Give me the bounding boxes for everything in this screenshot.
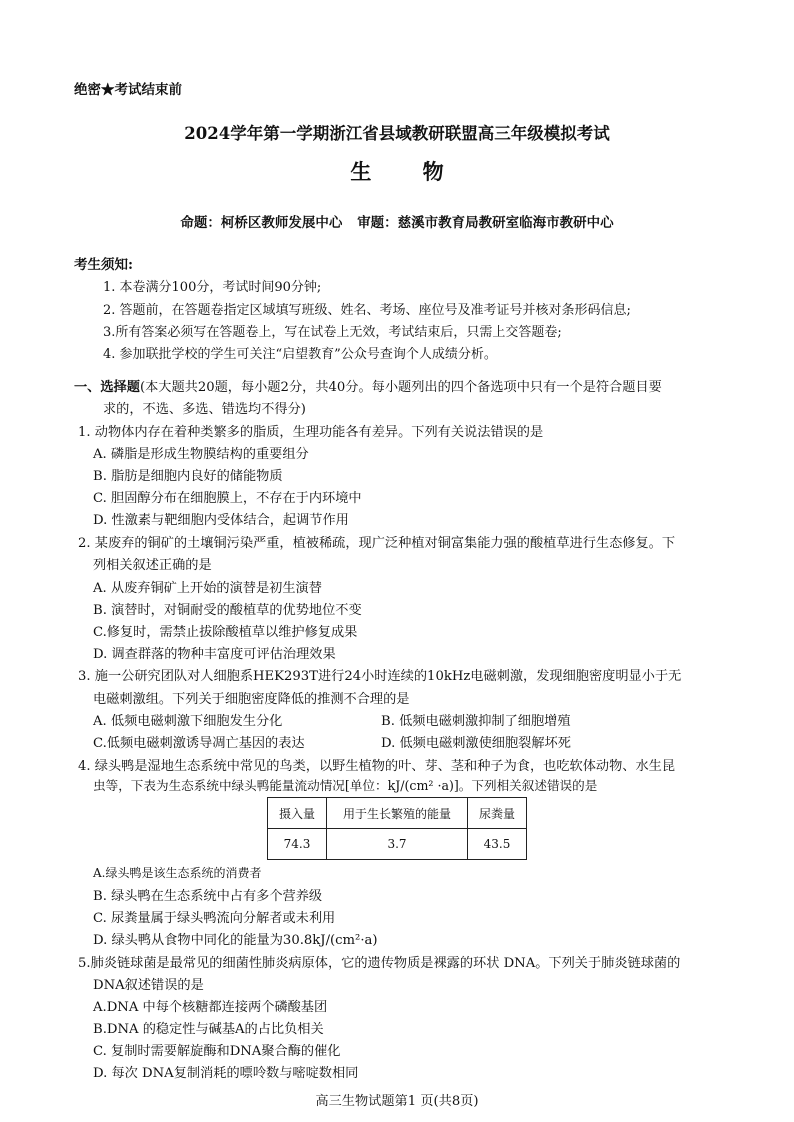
question-1-option-b: B. 脂肪是细胞内良好的储能物质 [93, 469, 283, 484]
question-5-option-c: C. 复制时需要解旋酶和DNA聚合酶的催化 [93, 1044, 341, 1059]
question-2-stem: 2. 某废弃的铜矿的土壤铜污染严重，植被稀疏，现广泛种植对铜富集能力强的酸植草进行生态修复。下 [78, 536, 676, 551]
table-header-cell: 摄入量 [268, 798, 327, 829]
subject-title: 生 物 [350, 159, 466, 184]
question-3-option-a: A. 低频电磁刺激下细胞发生分化 [93, 714, 283, 729]
secret-mark: 绝密★考试结束前 [74, 82, 182, 98]
question-3-stem-cont: 电磁刺激组。下列关于细胞密度降低的推测不合理的是 [93, 692, 410, 707]
question-5-stem-cont: DNA叙述错误的是 [93, 978, 204, 993]
page-footer: 高三生物试题第1 页(共8页) [315, 1094, 479, 1109]
question-4-stem-cont: 虫等，下表为生态系统中绿头鸭能量流动情况[单位：kJ/(cm² ·a)]。下列相关叙述错误的是 [93, 778, 598, 793]
question-1-option-c: C. 胆固醇分布在细胞膜上，不存在于内环境中 [93, 491, 362, 506]
question-2-option-a: A. 从废弃铜矿上开始的演替是初生演替 [93, 581, 322, 596]
table-cell: 3.7 [327, 829, 468, 860]
table-row [268, 829, 527, 860]
question-5-option-d: D. 每次 DNA复制消耗的嘌呤数与嘧啶数相同 [93, 1066, 359, 1081]
question-2-option-d: D. 调查群落的物种丰富度可评估治理效果 [93, 647, 336, 662]
question-4-option-b: B. 绿头鸭在生态系统中占有多个营养级 [93, 889, 323, 904]
question-3-option-c: C.低频电磁刺激诱导凋亡基因的表达 [93, 736, 305, 751]
section-heading [74, 376, 662, 395]
notice-heading: 考生须知: [74, 257, 133, 273]
section-description-cont: 求的，不选、多选、错选均不得分) [103, 402, 306, 417]
question-4-stem: 4. 绿头鸭是湿地生态系统中常见的鸟类，以野生植物的叶、芽、茎和种子为食，也吃软体动物、水生昆 [78, 759, 676, 774]
question-3-stem: 3. 施一公研究团队对人细胞系HEK293T进行24小时连续的10kHz电磁刺激，发现细胞密度明显小于无 [78, 669, 682, 684]
question-1-option-d: D. 性激素与靶细胞内受体结合，起调节作用 [93, 513, 349, 528]
table-header-cell: 尿粪量 [468, 798, 527, 829]
section-description: (本大题共20题，每小题2分，共40分。每小题列出的四个备选项中只有一个是符合题目要 [139, 380, 662, 395]
notice-item: 1. 本卷满分100分，考试时间90分钟; [103, 280, 322, 295]
section-title: 一、选择题 [74, 380, 140, 395]
question-2-option-c: C.修复时，需禁止拔除酸植草以维护修复成果 [93, 625, 358, 640]
question-3-option-b: B. 低频电磁刺激抑制了细胞增殖 [381, 714, 571, 729]
question-1-option-a: A. 磷脂是形成生物膜结构的重要组分 [93, 447, 309, 462]
question-2-stem-cont: 列相关叙述正确的是 [93, 558, 212, 573]
question-1-stem: 1. 动物体内存在着种类繁多的脂质，生理功能各有差异。下列有关说法错误的是 [78, 425, 544, 440]
notice-item: 2. 答题前，在答题卷指定区域填写班级、姓名、考场、座位号及准考证号并核对条形码信息; [103, 303, 631, 318]
exam-title: 2024学年第一学期浙江省县域教研联盟高三年级模拟考试 [184, 124, 610, 143]
table-header-row [268, 798, 527, 829]
question-2-option-b: B. 演替时，对铜耐受的酸植草的优势地位不变 [93, 603, 362, 618]
question-5-option-a: A.DNA 中每个核糖都连接两个磷酸基团 [93, 1000, 328, 1015]
table-cell: 74.3 [268, 829, 327, 860]
table-header-cell: 用于生长繁殖的能量 [327, 798, 468, 829]
table-cell: 43.5 [468, 829, 527, 860]
question-3-option-d: D. 低频电磁刺激使细胞裂解坏死 [381, 736, 571, 751]
authors-line: 命题：柯桥区教师发展中心 审题：慈溪市教育局教研室临海市教研中心 [180, 215, 614, 231]
question-4-option-c: C. 尿粪量属于绿头鸭流向分解者或未利用 [93, 911, 336, 926]
question-4-option-d: D. 绿头鸭从食物中同化的能量为30.8kJ/(cm²·a) [93, 933, 378, 948]
notice-item: 4. 参加联批学校的学生可关注“启望教育”公众号查询个人成绩分析。 [103, 347, 497, 362]
question-4-option-a: A.绿头鸭是该生态系统的消费者 [93, 866, 262, 880]
question-5-stem: 5.肺炎链球菌是最常见的细菌性肺炎病原体，它的遗传物质是裸露的环状 DNA。下列关于肺炎链球菌的 [78, 956, 681, 971]
question-5-option-b: B.DNA 的稳定性与碱基A的占比负相关 [93, 1022, 324, 1037]
energy-flow-table [267, 797, 527, 860]
notice-item: 3.所有答案必须写在答题卷上，写在试卷上无效，考试结束后，只需上交答题卷; [103, 325, 562, 340]
